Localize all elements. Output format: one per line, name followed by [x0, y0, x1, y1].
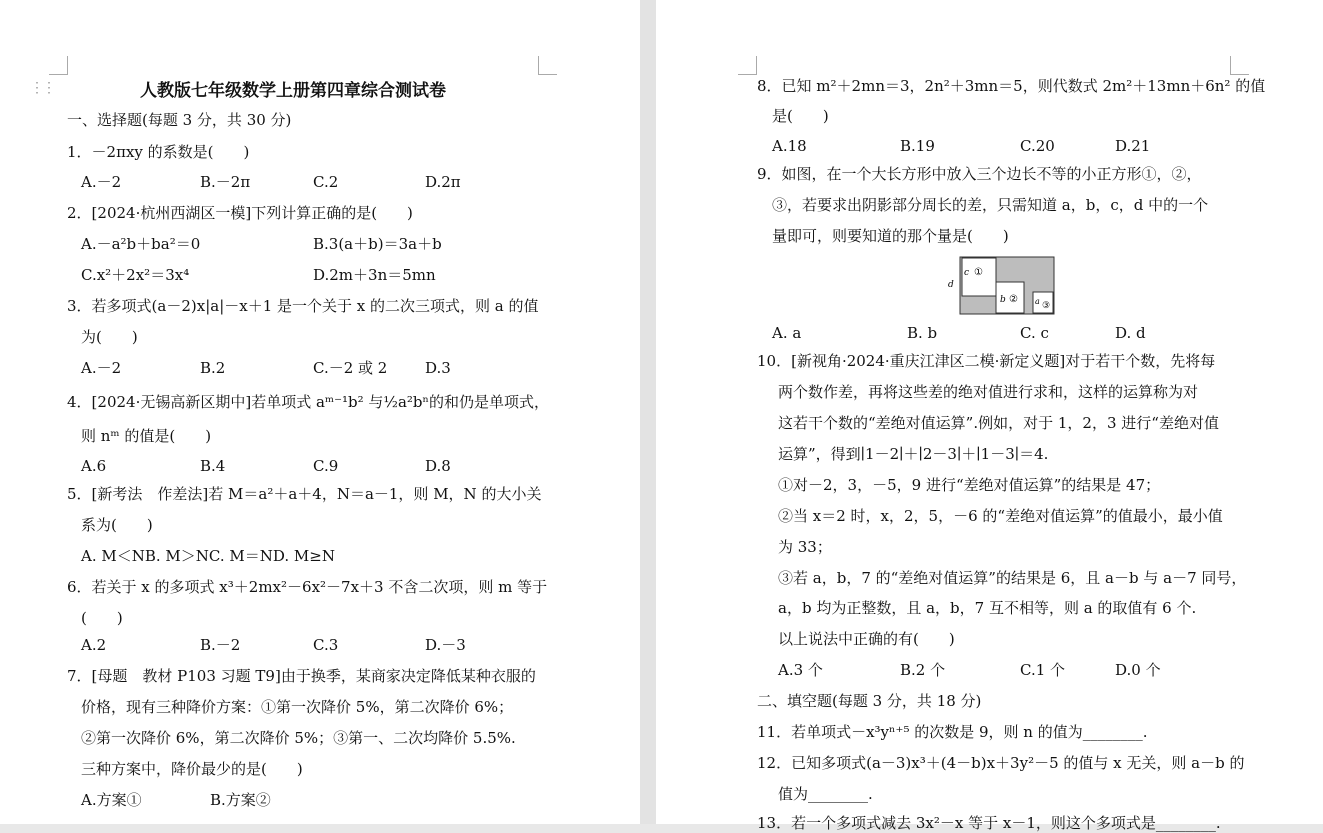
q7-option-a: A.方案①	[81, 791, 142, 809]
question-10-line2: 两个数作差，再将这些差的绝对值进行求和，这样的运算称为对	[778, 383, 1199, 401]
q2-option-d: D.2m＋3n＝5mn	[313, 266, 436, 284]
q7-option-b: B.方案②	[210, 791, 271, 809]
q1-option-d: D.2π	[425, 173, 461, 191]
question-2: 2．[2024·杭州西湖区一模]下列计算正确的是( )	[67, 204, 413, 222]
question-5-cont: 系为( )	[81, 516, 153, 534]
question-3-cont: 为( )	[81, 328, 138, 346]
question-12: 12．已知多项式(a－3)x³＋(4－b)x＋3y²－5 的值与 x 无关，则 a－b 的	[757, 754, 1245, 772]
question-4-cont: 则 nᵐ 的值是( )	[81, 427, 212, 445]
question-6: 6．若关于 x 的多项式 x³＋2mx²－6x²－7x＋3 不含二次项，则 m 等于	[67, 578, 548, 596]
question-5: 5．[新考法 作差法]若 M＝a²＋a＋4，N＝a－1，则 M，N 的大小关	[67, 485, 542, 503]
q9-option-d: D. d	[1115, 324, 1146, 342]
question-9-line2: ③，若要求出阴影部分周长的差，只需知道 a，b，c，d 中的一个	[772, 196, 1209, 214]
margin-corner	[49, 56, 68, 75]
drag-handle-icon[interactable]: ⋮⋮	[30, 80, 54, 96]
question-13: 13．若一个多项式减去 3x²－x 等于 x－1，则这个多项式是________.	[757, 814, 1221, 832]
question-3: 3．若多项式(a－2)x|a|－x＋1 是一个关于 x 的二次三项式，则 a 的值	[67, 297, 539, 315]
q1-option-a: A.－2	[81, 173, 122, 191]
q8-option-b: B.19	[900, 137, 935, 155]
section-heading: 一、选择题(每题 3 分，共 30 分)	[67, 111, 292, 129]
margin-corner	[1230, 56, 1249, 75]
question-7-line4: 三种方案中，降价最少的是( )	[81, 760, 303, 778]
question-10-line10: 以上说法中正确的有( )	[778, 630, 955, 648]
fig-label-2: ②	[1009, 294, 1018, 305]
q4-option-b: B.4	[200, 457, 226, 475]
question-10-line3: 这若干个数的“差绝对值运算”.例如，对于 1，2，3 进行“差绝对值	[778, 414, 1219, 432]
question-4: 4．[2024·无锡高新区期中]若单项式 aᵐ⁻¹b² 与½a²bⁿ的和仍是单项式，	[67, 393, 550, 411]
section-heading: 二、填空题(每题 3 分，共 18 分)	[757, 692, 982, 710]
question-9-line3: 量即可，则要知道的那个量是( )	[772, 227, 1009, 245]
document-page-left	[0, 0, 640, 824]
q10-option-c: C.1 个	[1020, 661, 1066, 679]
question-10-line7: 为 33；	[778, 538, 832, 556]
q6-option-d: D.－3	[425, 636, 466, 654]
fig-label-c: c	[964, 268, 970, 278]
question-11: 11．若单项式－x³yⁿ⁺⁵ 的次数是 9，则 n 的值为________.	[757, 723, 1148, 741]
q8-option-a: A.18	[772, 137, 807, 155]
page-gap	[640, 0, 656, 824]
q3-option-d: D.3	[425, 359, 451, 377]
question-7-line2: 价格，现有三种降价方案：①第一次降价 5%，第二次降价 6%；	[81, 698, 514, 716]
q6-option-c: C.3	[313, 636, 339, 654]
question-10-line5: ①对－2，3，－5，9 进行“差绝对值运算”的结果是 47；	[778, 476, 1161, 494]
q2-option-a: A.－a²b＋ba²＝0	[81, 235, 201, 253]
q8-option-c: C.20	[1020, 137, 1055, 155]
question-1: 1．－2πxy 的系数是( )	[67, 143, 250, 161]
q4-option-a: A.6	[81, 457, 107, 475]
fig-label-d: d	[948, 280, 954, 290]
q3-option-b: B.2	[200, 359, 226, 377]
question-12-cont: 值为________.	[778, 785, 873, 803]
q3-option-c: C.－2 或 2	[313, 359, 388, 377]
q4-option-c: C.9	[313, 457, 339, 475]
q5-options: A. M＜NB. M＞NC. M＝ND. M≥N	[81, 547, 335, 565]
q2-option-b: B.3(a＋b)＝3a＋b	[313, 235, 442, 253]
q10-option-d: D.0 个	[1115, 661, 1161, 679]
fig-label-3: ③	[1042, 301, 1051, 311]
q9-option-b: B. b	[907, 324, 938, 342]
question-10-line6: ②当 x＝2 时，x，2，5，－6 的“差绝对值运算”的值最小，最小值	[778, 507, 1223, 525]
fig-label-1: ①	[974, 267, 983, 278]
question-10-line4: 运算”，得到∣1－2∣＋∣2－3∣＋∣1－3∣＝4.	[778, 445, 1049, 463]
margin-corner	[538, 56, 557, 75]
question-8: 8．已知 m²＋2mn＝3，2n²＋3mn＝5，则代数式 2m²＋13mn＋6n² 的值	[757, 77, 1266, 95]
question-10: 10．[新视角·2024·重庆江津区二模·新定义题]对于若干个数，先将每	[757, 352, 1216, 370]
q8-option-d: D.21	[1115, 137, 1151, 155]
question-7-line3: ②第一次降价 6%，第二次降价 5%；③第一、二次均降价 5.5%.	[81, 729, 516, 747]
q9-option-c: C. c	[1020, 324, 1049, 342]
page-title: 人教版七年级数学上册第四章综合测试卷	[140, 81, 446, 101]
q9-option-a: A. a	[772, 324, 802, 342]
margin-corner	[738, 56, 757, 75]
q2-option-c: C.x²＋2x²＝3x⁴	[81, 266, 190, 284]
q6-option-b: B.－2	[200, 636, 241, 654]
question-8-cont: 是( )	[772, 107, 829, 125]
q9-figure	[948, 256, 1056, 316]
question-6-cont: ( )	[81, 609, 123, 627]
fig-label-b: b	[1000, 295, 1006, 305]
q1-option-b: B.－2π	[200, 173, 251, 191]
question-10-line8: ③若 a，b，7 的“差绝对值运算”的结果是 6，且 a－b 与 a－7 同号，	[778, 569, 1247, 587]
q3-option-a: A.－2	[81, 359, 122, 377]
question-7: 7．[母题 教材 P103 习题 T9]由于换季，某商家决定降低某种衣服的	[67, 667, 536, 685]
q10-option-b: B.2 个	[900, 661, 946, 679]
q6-option-a: A.2	[81, 636, 107, 654]
fig-label-a: a	[1035, 297, 1040, 306]
question-10-line9: a，b 均为正整数，且 a，b，7 互不相等，则 a 的取值有 6 个.	[778, 599, 1197, 617]
q1-option-c: C.2	[313, 173, 339, 191]
q4-option-d: D.8	[425, 457, 451, 475]
question-9: 9．如图，在一个大长方形中放入三个边长不等的小正方形①，②，	[757, 165, 1202, 183]
q10-option-a: A.3 个	[778, 661, 823, 679]
